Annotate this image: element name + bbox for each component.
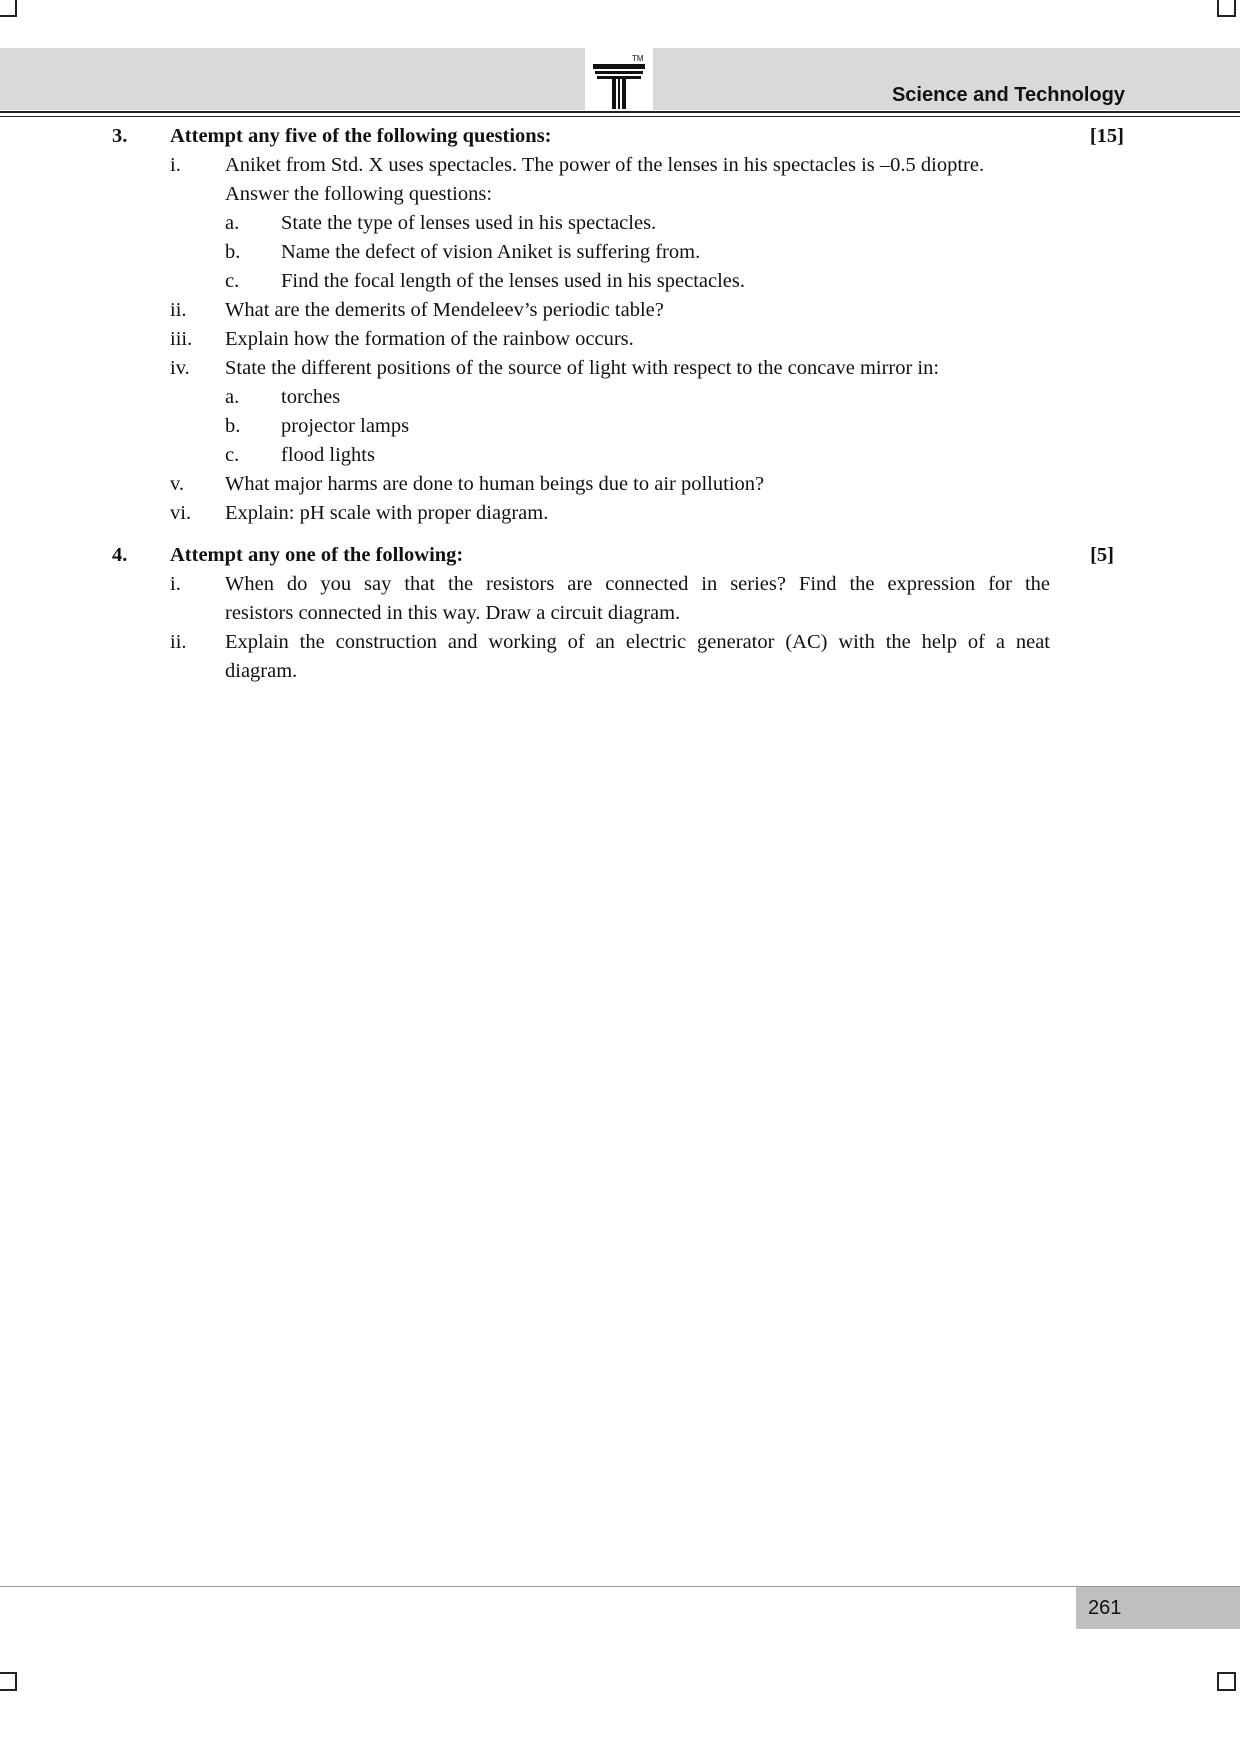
sub-item-text: flood lights [281, 444, 375, 466]
list-item [0, 325, 1240, 354]
crop-mark-bottom-right [1217, 1672, 1236, 1691]
sub-item-text: torches [281, 386, 341, 408]
item-text: Answer the following questions: [225, 183, 493, 205]
sub-item-number: a. [225, 386, 240, 408]
sub-item-number: b. [225, 415, 241, 437]
page-number: 261 [1076, 1587, 1240, 1629]
list-item [0, 570, 1240, 599]
item-text: resistors connected in this way. Draw a circuit diagram. [225, 602, 681, 624]
item-text: State the different positions of the source of light with respect to the concave mirror in: [225, 357, 940, 379]
question-heading [0, 541, 1240, 570]
item-text: What major harms are done to human beings due to air pollution? [225, 473, 765, 495]
item-text: Explain: pH scale with proper diagram. [225, 502, 549, 524]
question-content [0, 122, 1240, 686]
question-number: 4. [112, 544, 128, 566]
sub-item [0, 267, 1240, 296]
list-item-continuation [0, 180, 1240, 209]
header-rule-thick [0, 111, 1240, 113]
sub-item [0, 383, 1240, 412]
item-text: Explain how the formation of the rainbow occurs. [225, 328, 634, 350]
question-heading [0, 122, 1240, 151]
sub-item-text: State the type of lenses used in his spectacles. [281, 212, 657, 234]
item-number: iv. [170, 357, 190, 379]
item-text: When do you say that the resistors are connected in series? Find the expression for the [225, 573, 1050, 595]
sub-item-text: Name the defect of vision Aniket is suffering from. [281, 241, 701, 263]
item-text: Aniket from Std. X uses spectacles. The power of the lenses in his spectacles is –0.5 dioptre. [225, 154, 985, 176]
item-number: ii. [170, 631, 187, 653]
list-item-continuation [0, 599, 1240, 628]
list-item [0, 151, 1240, 180]
item-text: diagram. [225, 660, 298, 682]
item-number: ii. [170, 299, 187, 321]
sub-item [0, 412, 1240, 441]
crop-mark-top-left [0, 0, 17, 17]
crop-mark-top-right [1217, 0, 1236, 17]
sub-item [0, 238, 1240, 267]
list-item [0, 628, 1240, 657]
header-rule-thin [0, 116, 1240, 117]
question-title: Attempt any five of the following questions: [170, 125, 552, 147]
publisher-logo [585, 48, 653, 112]
pillar-logo-icon [585, 48, 653, 112]
item-number: vi. [170, 502, 192, 524]
item-text: Explain the construction and working of an electric generator (AC) with the help of a neat [225, 631, 1050, 653]
question-number: 3. [112, 125, 128, 147]
sub-item-number: a. [225, 212, 240, 234]
svg-text:TM: TM [632, 54, 644, 63]
sub-item [0, 209, 1240, 238]
list-item [0, 354, 1240, 383]
sub-item-number: c. [225, 270, 240, 292]
sub-item [0, 441, 1240, 470]
sub-item-number: b. [225, 241, 241, 263]
item-number: i. [170, 154, 181, 176]
footer-rule [0, 1586, 1240, 1587]
list-item [0, 470, 1240, 499]
item-number: v. [170, 473, 185, 495]
item-text: What are the demerits of Mendeleev’s periodic table? [225, 299, 664, 321]
list-item-continuation [0, 657, 1240, 686]
question-marks: [15] [1089, 125, 1124, 147]
sub-item-text: projector lamps [281, 415, 410, 437]
sub-item-number: c. [225, 444, 240, 466]
item-number: iii. [170, 328, 193, 350]
list-item [0, 499, 1240, 528]
running-header-title: Science and Technology [891, 84, 1125, 106]
list-item [0, 296, 1240, 325]
item-number: i. [170, 573, 181, 595]
question-marks: [5] [1090, 544, 1114, 566]
crop-mark-bottom-left [0, 1672, 17, 1691]
sub-item-text: Find the focal length of the lenses used in his spectacles. [281, 270, 745, 292]
question-title: Attempt any one of the following: [170, 544, 464, 566]
